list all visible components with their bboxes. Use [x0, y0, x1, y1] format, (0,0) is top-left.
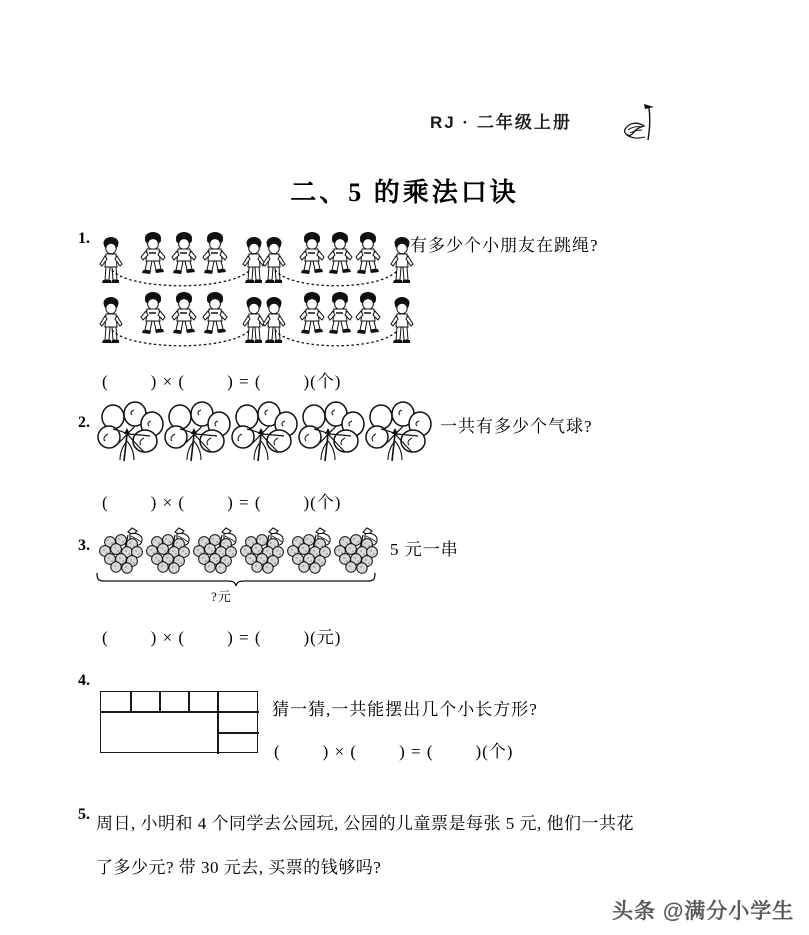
bird-flourish-icon: [618, 100, 658, 146]
edition-label: RJ · 二年级上册: [430, 113, 572, 132]
problem-number-2: 2.: [78, 414, 90, 431]
price-brace-icon: [96, 572, 376, 588]
answer-blank-4[interactable]: ( ) × ( ) = ( )(个): [274, 742, 514, 761]
watermark: 头条 @满分小学生: [612, 900, 795, 923]
rectangle-grid-icon: [100, 691, 258, 753]
answer-blank-2[interactable]: ( ) × ( ) = ( )(个): [102, 493, 342, 512]
problem-number-3: 3.: [78, 537, 90, 554]
problem-question-4: 猜一猜,一共能摆出几个小长方形?: [272, 700, 538, 719]
problem-text-5-line2: 了多少元? 带 30 元去, 买票的钱够吗?: [96, 858, 382, 877]
page-title: 二、5 的乘法口诀: [290, 178, 519, 207]
problem-question-1: 有多少个小朋友在跳绳?: [410, 236, 599, 255]
page-header: [0, 52, 809, 132]
grape-bunch-icon: [98, 528, 384, 576]
brace-label-3: ?元: [211, 589, 232, 604]
problem-number-4: 4.: [78, 672, 90, 689]
jump-rope-children-icon: [98, 228, 398, 346]
problem-question-3: 5 元一串: [390, 540, 459, 559]
problem-question-2: 一共有多少个气球?: [440, 417, 593, 436]
answer-blank-1[interactable]: ( ) × ( ) = ( )(个): [102, 372, 342, 391]
problem-number-1: 1.: [78, 230, 90, 247]
balloon-bunch-icon: [100, 404, 430, 466]
answer-blank-3[interactable]: ( ) × ( ) = ( )(元): [102, 628, 342, 647]
problem-number-5: 5.: [78, 806, 90, 823]
problem-text-5-line1: 周日, 小明和 4 个同学去公园玩, 公园的儿童票是每张 5 元, 他们一共花: [96, 814, 634, 833]
